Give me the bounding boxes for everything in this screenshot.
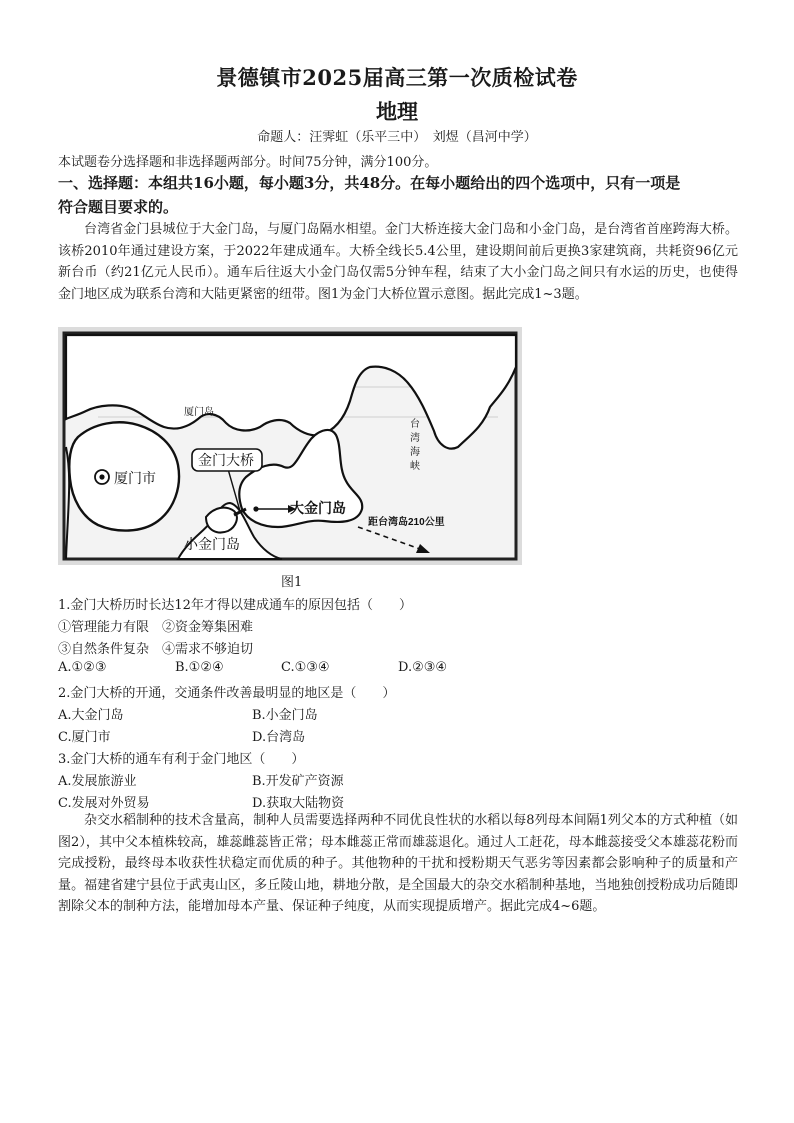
passage-1-text: 台湾省金门县城位于大金门岛，与厦门岛隔水相望。金门大桥连接大金门岛和小金门岛，是台湾省首座跨海大桥。该桥2010年通过建设方案，于2022年建成通车。大桥全线长5.4公里，建设期间前后更换3家建筑商，共耗资96亿元新台币（约21亿元人民币）。通车后往返大小金门岛仅需5分钟车程，结束了大小金门岛之间只有水运的历史，也使得金门地区成为联系台湾和大陆更紧密的纽带。图1为金门大桥位置示意图。据此完成1~3题。 bbox=[58, 222, 738, 302]
map-label-xiamen-island: 厦门岛 bbox=[184, 407, 214, 418]
question-1-option-c[interactable]: C.①③④ bbox=[281, 660, 330, 675]
map-label-distance: 距台湾岛210公里 bbox=[368, 517, 445, 528]
svg-text:海: 海 bbox=[410, 447, 420, 458]
map-label-xiamen-city: 厦门市 bbox=[114, 470, 156, 486]
question-2-option-b[interactable]: B.小金门岛 bbox=[252, 708, 318, 723]
figure-1-map bbox=[58, 327, 522, 565]
exam-title: 景德镇市2025届高三第一次质检试卷 bbox=[216, 65, 578, 90]
svg-text:峡: 峡 bbox=[410, 461, 420, 472]
question-1-option-d[interactable]: D.②③④ bbox=[398, 660, 448, 675]
question-2-option-d[interactable]: D.台湾岛 bbox=[252, 730, 306, 745]
figure-1-caption: 图1 bbox=[281, 575, 303, 590]
question-1-stem: 1.金门大桥历时长达12年才得以建成通车的原因包括（ ） bbox=[58, 598, 412, 613]
question-3-option-b[interactable]: B.开发矿产资源 bbox=[252, 774, 344, 789]
question-1-option-b[interactable]: B.①②④ bbox=[175, 660, 224, 675]
passage-1 bbox=[58, 219, 738, 305]
svg-text:湾: 湾 bbox=[410, 433, 420, 444]
exam-subject: 地理 bbox=[376, 99, 418, 124]
exam-authors: 命题人：汪霁虹（乐平三中） 刘煜（昌河中学） bbox=[257, 130, 537, 145]
exam-note: 本试题卷分选择题和非选择题两部分。时间75分钟，满分100分。 bbox=[58, 155, 438, 170]
question-2-option-a[interactable]: A.大金门岛 bbox=[58, 708, 124, 723]
question-2-option-c[interactable]: C.厦门市 bbox=[58, 730, 111, 745]
passage-2 bbox=[58, 810, 738, 918]
xiao-jinmen-island bbox=[206, 508, 237, 533]
question-3-stem: 3.金门大桥的通车有利于金门地区（ ） bbox=[58, 752, 305, 767]
question-2-stem: 2.金门大桥的开通，交通条件改善最明显的地区是（ ） bbox=[58, 686, 396, 701]
question-3-option-c[interactable]: C.发展对外贸易 bbox=[58, 796, 150, 811]
question-1-statement-2: ③自然条件复杂 ④需求不够迫切 bbox=[58, 642, 254, 657]
question-3-option-a[interactable]: A.发展旅游业 bbox=[58, 774, 137, 789]
question-1-statement-1: ①管理能力有限 ②资金筹集困难 bbox=[58, 620, 254, 635]
map-label-xiao-jinmen: 小金门岛 bbox=[184, 536, 240, 552]
question-1-option-a[interactable]: A.①②③ bbox=[58, 660, 107, 675]
section-heading-line1: 一、选择题：本组共16小题，每小题3分，共48分。在每小题给出的四个选项中，只有一项是 bbox=[58, 174, 681, 192]
section-heading-line2: 符合题目要求的。 bbox=[58, 198, 179, 216]
passage-2-text: 杂交水稻制种的技术含量高，制种人员需要选择两种不同优良性状的水稻以每8列母本间隔1列父本的方式种植（如图2），其中父本植株较高，雄蕊雌蕊皆正常；母本雌蕊正常而雄蕊退化。通过人工赶花，母本雌蕊接受父本雄蕊花粉而完成授粉，最终母本收获性状稳定而优质的种子。其他物种的干扰和授粉期天气恶劣等因素都会影响种子的质量和产量。福建省建宁县位于武夷山区，多丘陵山地，耕地分散，是全国最大的杂交水稻制种基地，当地独创授粉成功后随即割除父本的制种方法，能增加母本产量、保证种子纯度，从而实现提质增产。据此完成4~6题。 bbox=[58, 813, 738, 914]
svg-text:台: 台 bbox=[410, 419, 420, 430]
map-label-da-jinmen: 大金门岛 bbox=[290, 500, 346, 516]
question-3-option-d[interactable]: D.获取大陆物资 bbox=[252, 796, 345, 811]
map-label-bridge: 金门大桥 bbox=[198, 452, 254, 468]
